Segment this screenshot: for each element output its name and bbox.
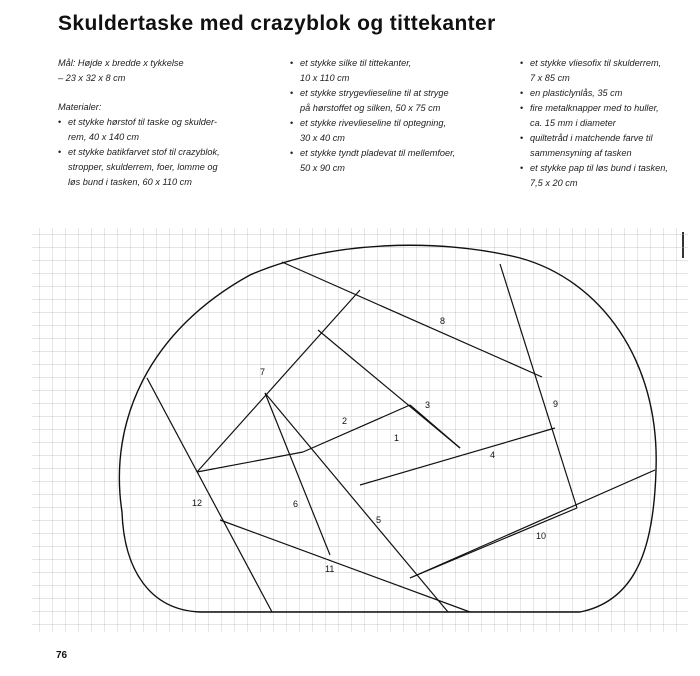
material-item: • fire metalknapper med to huller, ca. 15 mm i diameter xyxy=(520,101,695,131)
page-title: Skuldertaske med crazyblok og tittekanter xyxy=(58,12,496,35)
piece-number: 12 xyxy=(192,498,203,508)
measure-line: – 23 x 32 x 8 cm xyxy=(58,73,126,83)
page-number: 76 xyxy=(56,650,68,661)
piece-number: 10 xyxy=(536,531,547,541)
material-item: • quiltetråd i matchende farve til sammensyning af tasken xyxy=(520,131,695,161)
piece-number: 6 xyxy=(293,499,299,509)
material-item: • et stykke vliesofix til skulderrem, 7 x 85 cm xyxy=(520,56,695,86)
piece-number: 4 xyxy=(490,450,496,460)
material-item: • et stykke batikfarvet stof til crazyblok, stropper, skulderrem, foer, lomme og løs bund i tasken, 60 x 110 cm xyxy=(58,145,268,190)
piece-number: 2 xyxy=(342,416,348,426)
material-item: • et stykke tyndt pladevat til mellemfoer, 50 x 90 cm xyxy=(290,146,505,176)
material-item: • en plasticlynlås, 35 cm xyxy=(520,86,695,101)
materials-heading: Materialer: xyxy=(58,102,102,112)
piece-number: 7 xyxy=(260,367,266,377)
piece-number: 8 xyxy=(440,316,446,326)
material-item: • et stykke rivevlieseline til optegning, 30 x 40 cm xyxy=(290,116,505,146)
material-item: • et stykke hørstof til taske og skulder- rem, 40 x 140 cm xyxy=(58,115,268,145)
piece-number: 1 xyxy=(394,433,400,443)
measure-line: Mål: Højde x bredde x tykkelse xyxy=(58,58,184,68)
piece-number: 3 xyxy=(425,400,431,410)
piece-number: 11 xyxy=(325,564,335,574)
material-item: • et stykke pap til løs bund i tasken, 7,5 x 20 cm xyxy=(520,161,695,191)
crazy-block-pattern xyxy=(0,218,700,638)
material-item: • et stykke strygevlieseline til at stryge på hørstoffet og silken, 50 x 75 cm xyxy=(290,86,505,116)
materials-column-3 xyxy=(520,56,695,191)
piece-number: 9 xyxy=(553,399,559,409)
piece-number: 5 xyxy=(376,515,382,525)
measurements-column xyxy=(58,56,268,190)
materials-column-2 xyxy=(290,56,505,176)
material-item: • et stykke silke til tittekanter, 10 x 110 cm xyxy=(290,56,505,86)
